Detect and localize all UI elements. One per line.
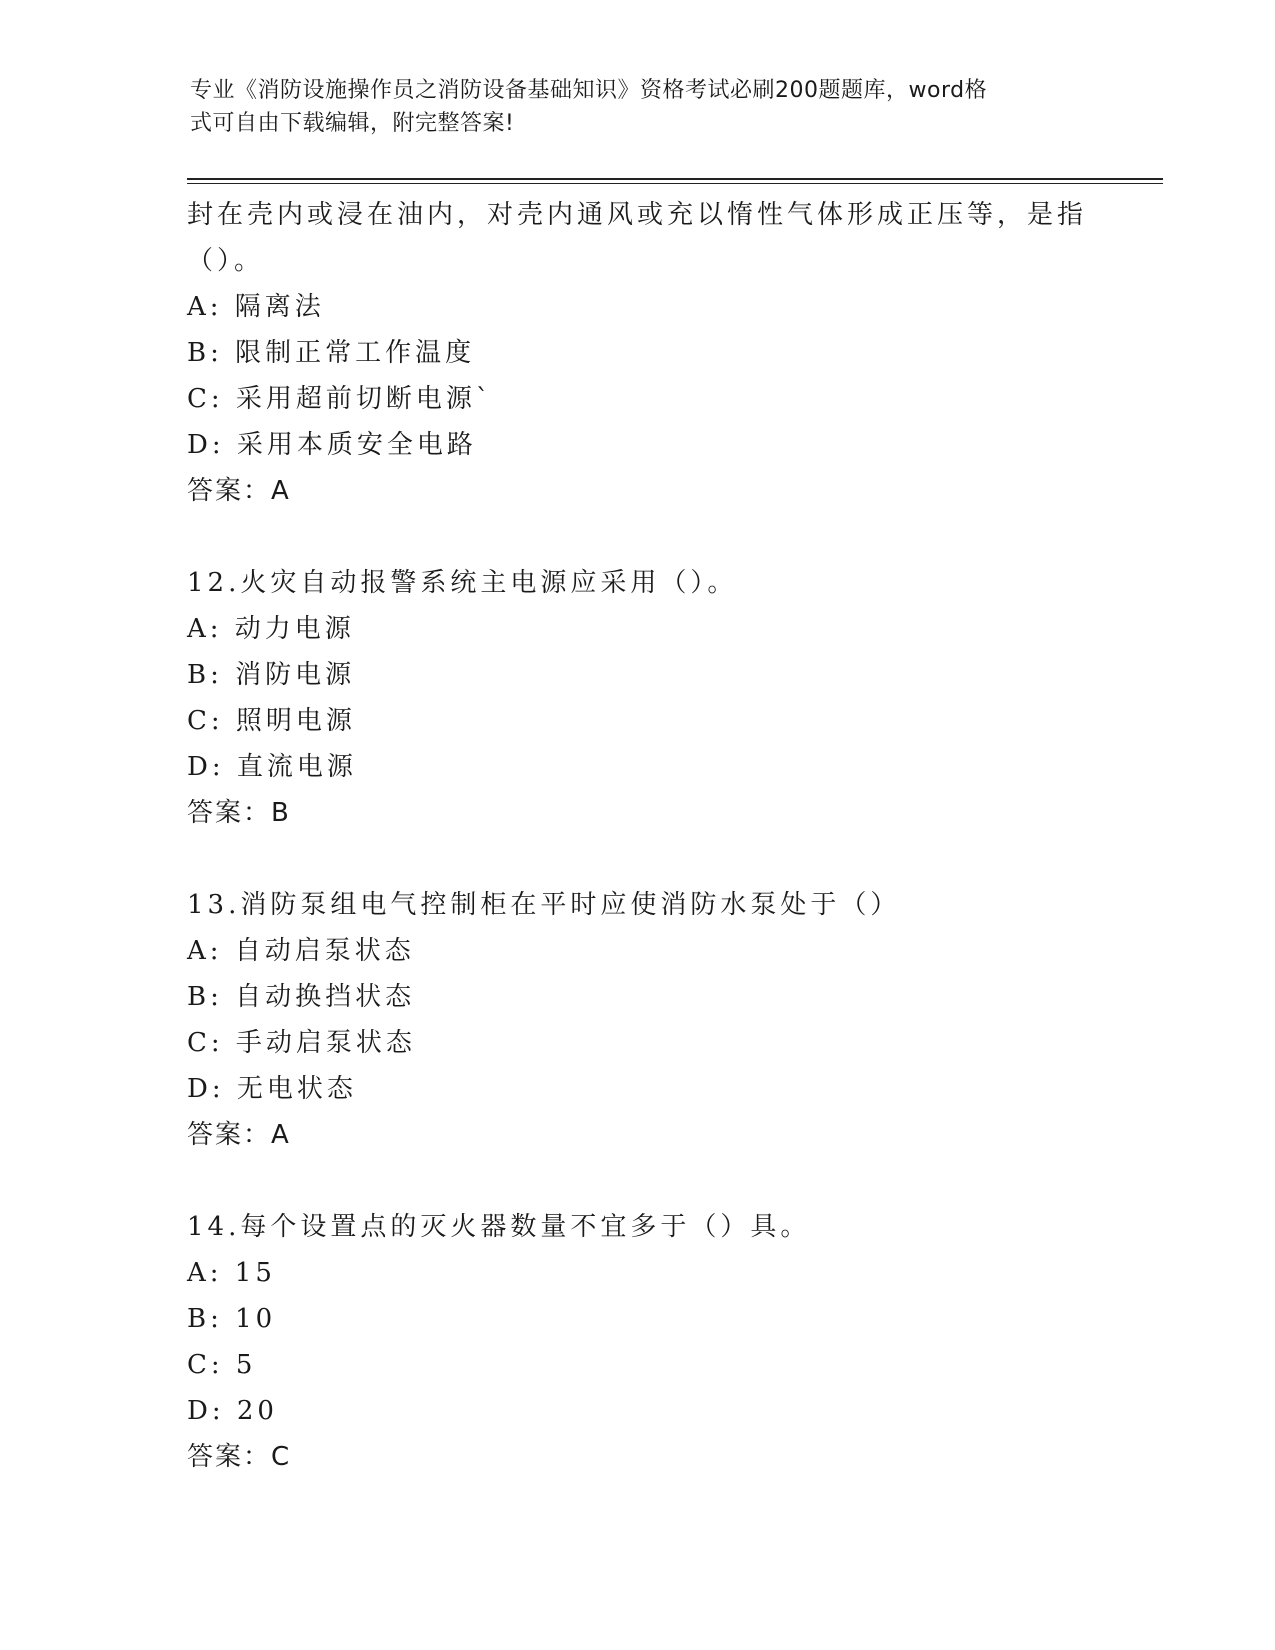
question-stem: 14.每个设置点的灭火器数量不宜多于（）具。	[187, 1212, 811, 1242]
option-a: A: 隔离法	[187, 292, 325, 322]
question-stem: 12.火灾自动报警系统主电源应采用（）。	[187, 568, 738, 598]
header-line-1: 专业《消防设施操作员之消防设备基础知识》资格考试必刷200题题库，word格	[190, 78, 988, 103]
option-d: D: 直流电源	[187, 752, 357, 782]
option-c: C: 照明电源	[187, 706, 356, 736]
option-b: B: 消防电源	[187, 660, 356, 690]
header-line-2: 式可自由下载编辑，附完整答案!	[190, 111, 515, 136]
answer: 答案：C	[187, 1442, 292, 1472]
spacer	[187, 836, 1087, 882]
option-d: D: 无电状态	[187, 1074, 357, 1104]
option-c: C: 5	[187, 1350, 257, 1380]
header-divider-thin	[187, 183, 1163, 184]
option-a: A: 动力电源	[187, 614, 355, 644]
question-14	[187, 1204, 1087, 1480]
question-list	[187, 192, 1087, 1480]
option-b: B: 10	[187, 1304, 277, 1334]
answer: 答案：B	[187, 798, 291, 828]
question-13	[187, 882, 1087, 1158]
question-stem-continued: （）。	[187, 246, 265, 276]
option-c: C: 手动启泵状态	[187, 1028, 416, 1058]
question-stem: 13.消防泵组电气控制柜在平时应使消防水泵处于（）	[187, 890, 901, 920]
header-divider-thick	[187, 178, 1163, 180]
option-a: A: 15	[187, 1258, 276, 1288]
question-stem: 封在壳内或浸在油内，对壳内通风或充以惰性气体形成正压等，是指	[187, 200, 1088, 230]
answer: 答案：A	[187, 1120, 291, 1150]
question-11	[187, 192, 1087, 514]
option-a: A: 自动启泵状态	[187, 936, 415, 966]
spacer	[187, 1158, 1087, 1204]
option-b: B: 限制正常工作温度	[187, 338, 476, 368]
spacer	[187, 514, 1087, 560]
option-d: D: 20	[187, 1396, 278, 1426]
document-header	[190, 74, 1070, 140]
answer: 答案：A	[187, 476, 291, 506]
question-12	[187, 560, 1087, 836]
option-c: C: 采用超前切断电源`	[187, 384, 493, 414]
option-d: D: 采用本质安全电路	[187, 430, 477, 460]
option-b: B: 自动换挡状态	[187, 982, 416, 1012]
